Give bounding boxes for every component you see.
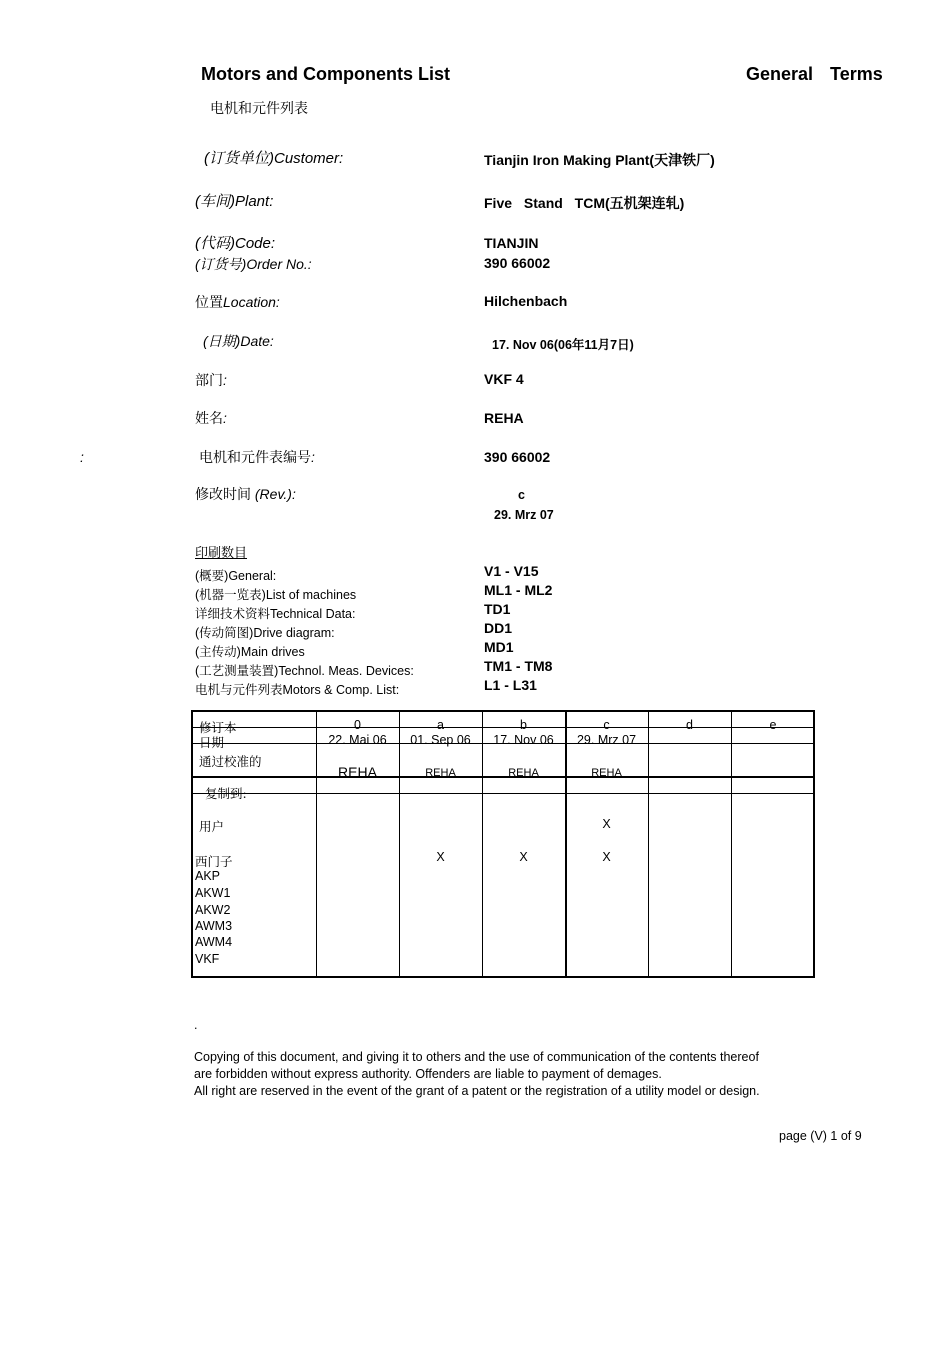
department-label: 部门:: [195, 372, 227, 388]
document-title: Motors and Components List: [201, 64, 450, 84]
row-label-user: 用户: [199, 819, 225, 834]
rev-col-d: d: [686, 718, 693, 732]
page-number: page (V) 1 of 9: [779, 1129, 862, 1143]
row-label-siemens: 西门子: [195, 854, 233, 869]
print-label-main-drives: (主传动)Main drives: [195, 645, 305, 659]
department-awm3: AWM3: [195, 919, 233, 933]
print-value-motors: L1 - L31: [484, 677, 537, 693]
rev-date-b: 17. Nov 06: [493, 733, 554, 747]
print-value-machines: ML1 - ML2: [484, 582, 553, 598]
rev-col-e: e: [769, 718, 777, 732]
rev-date-a: 01. Sep 06: [410, 733, 471, 747]
print-label-meas: (工艺测量装置)Technol. Meas. Devices:: [195, 664, 414, 678]
rev-col-c: c: [603, 718, 610, 732]
rev-col-0: 0: [354, 718, 361, 732]
code-value: TIANJIN: [484, 235, 539, 251]
customer-label: (订货单位)Customer:: [204, 150, 344, 167]
customer-value: Tianjin Iron Making Plant(天津铁厂): [484, 152, 715, 168]
name-label: 姓名:: [195, 410, 227, 426]
print-value-main-drives: MD1: [484, 639, 514, 655]
list-number-label: 电机和元件表编号:: [199, 449, 315, 465]
print-value-general: V1 - V15: [484, 563, 539, 579]
rev-user-c: X: [602, 817, 611, 831]
print-label-motors: 电机与元件列表Motors & Comp. List:: [195, 683, 400, 697]
order-no-value: 390 66002: [484, 255, 551, 271]
list-number-value: 390 66002: [484, 449, 551, 465]
plant-label: (车间)Plant:: [195, 193, 274, 210]
code-label: (代码)Code:: [195, 235, 276, 252]
margin-colon: :: [80, 449, 84, 465]
row-label-date: 日期: [199, 735, 225, 750]
print-value-meas: TM1 - TM8: [484, 658, 553, 674]
rev-siemens-a: X: [436, 850, 445, 864]
department-awm4: AWM4: [195, 935, 233, 949]
rev-approved-0: REHA: [338, 764, 377, 780]
revision-table: [191, 710, 815, 978]
revision-value: c: [518, 488, 525, 502]
document-subtitle: 电机和元件列表: [210, 101, 308, 117]
revision-date: 29. Mrz 07: [494, 508, 554, 522]
department-akw2: AKW2: [195, 903, 231, 917]
date-value: 17. Nov 06(06年11月7日): [492, 338, 634, 352]
footer-line-2: are forbidden without express authority. Offenders are liable to payment of demages.: [194, 1067, 662, 1081]
rev-col-b: b: [520, 718, 527, 732]
footer-dot: .: [194, 1018, 198, 1032]
print-label-machines: (机器一览表)List of machines: [195, 588, 357, 602]
revision-label: 修改时间 (Rev.):: [195, 486, 296, 502]
footer-line-3: All right are reserved in the event of the grant of a patent or the registration of a utility model or design.: [194, 1084, 760, 1098]
rev-approved-c: REHA: [591, 767, 622, 779]
plant-value: Five Stand TCM(五机架连轧): [484, 195, 685, 211]
rev-date-c: 29. Mrz 07: [576, 733, 637, 747]
name-value: REHA: [484, 410, 524, 426]
print-value-technical: TD1: [484, 601, 511, 617]
rev-date-0: 22. Mai 06: [328, 733, 387, 747]
department-vkf: VKF: [195, 952, 220, 966]
print-label-drive: (传动简图)Drive diagram:: [195, 626, 335, 640]
print-label-general: (概要)General:: [195, 569, 277, 583]
order-no-label: (订货号)Order No.:: [195, 256, 312, 272]
rev-siemens-b: X: [519, 850, 528, 864]
row-label-copy-to: 复制到:: [205, 786, 247, 801]
footer-line-1: Copying of this document, and giving it to others and the use of communication of the contents thereof: [194, 1050, 759, 1064]
department-value: VKF 4: [484, 371, 524, 387]
print-label-technical: 详细技术资料Technical Data:: [195, 607, 356, 621]
print-value-drive: DD1: [484, 620, 513, 636]
location-label: 位置Location:: [195, 294, 280, 310]
row-label-revision: 修订本: [199, 720, 237, 735]
date-label: (日期)Date:: [203, 333, 274, 349]
section-title: General Terms: [746, 64, 883, 84]
rev-col-a: a: [437, 718, 444, 732]
location-value: Hilchenbach: [484, 293, 568, 309]
department-akw1: AKW1: [195, 886, 231, 900]
rev-approved-b: REHA: [508, 767, 539, 779]
department-akp: AKP: [195, 869, 221, 883]
print-heading: 印刷数目: [195, 546, 248, 561]
row-label-approved: 通过校准的: [199, 754, 262, 769]
rev-siemens-c: X: [602, 850, 611, 864]
rev-approved-a: REHA: [425, 767, 456, 779]
